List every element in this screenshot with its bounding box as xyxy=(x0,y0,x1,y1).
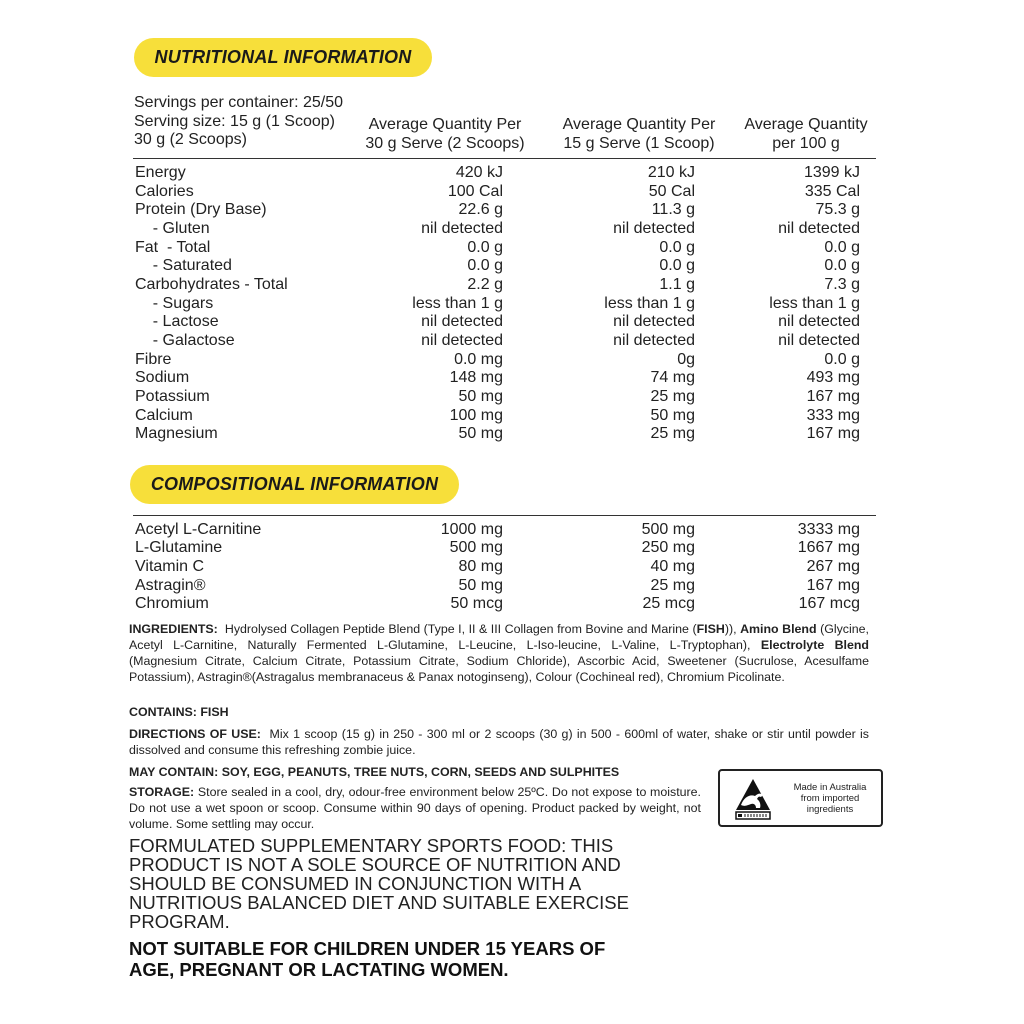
column-header-30g xyxy=(345,115,545,153)
ingredients-text-4: (Magnesium Citrate, Calcium Citrate, Potassium Citrate, Sodium Chloride), Ascorbic Acid, Sweetener (Sucrulose, Acesulfame Potassium), Astragin®(Astragalus membranaceus & Panax notoginseng), Colour (Cochineal red), Chromium Picolinate. xyxy=(129,654,869,684)
value-30g: 100 Cal xyxy=(447,183,503,200)
value-30g: 100 mg xyxy=(449,407,503,424)
nutrition-row xyxy=(0,369,1024,388)
column-header-15g-line1: Average Quantity Per xyxy=(562,116,716,133)
value-15g: nil detected xyxy=(613,220,695,237)
nutrient-label: - Saturated xyxy=(135,257,232,274)
value-15g: 250 mg xyxy=(641,539,695,556)
made-in-australia-badge xyxy=(718,769,883,827)
value-15g: 500 mg xyxy=(641,521,695,538)
servings-per-container: Servings per container: 25/50 xyxy=(134,94,344,111)
nutrient-label: Potassium xyxy=(135,388,210,405)
value-100g: nil detected xyxy=(778,332,860,349)
value-30g: nil detected xyxy=(421,313,503,330)
nutrition-row xyxy=(0,220,1024,239)
ingredients-fish: FISH xyxy=(696,622,725,636)
composition-row xyxy=(0,595,1024,614)
nutrition-row xyxy=(0,183,1024,202)
value-15g: 50 mg xyxy=(650,407,695,424)
nutrient-label: Fibre xyxy=(135,351,172,368)
nutrient-label: - Galactose xyxy=(135,332,235,349)
value-100g: 167 mg xyxy=(806,577,860,594)
value-30g: 50 mg xyxy=(458,577,503,594)
ingredients-electrolyte-blend: Electrolyte Blend xyxy=(760,638,870,652)
ingredient-label: L-Glutamine xyxy=(135,539,223,556)
value-30g: 50 mg xyxy=(458,425,503,442)
contains-statement: CONTAINS: FISH xyxy=(129,705,229,719)
value-30g: 0.0 mg xyxy=(454,351,503,368)
value-30g: nil detected xyxy=(421,332,503,349)
column-header-100g-line1: Average Quantity xyxy=(744,116,868,133)
value-15g: 25 mg xyxy=(650,425,695,442)
ingredients-amino-blend: Amino Blend xyxy=(740,622,817,636)
nutrient-label: Magnesium xyxy=(135,425,218,442)
badge-line-1: Made in Australia xyxy=(793,782,867,793)
value-100g: 493 mg xyxy=(806,369,860,386)
badge-text xyxy=(780,782,880,815)
value-30g: 50 mg xyxy=(458,388,503,405)
nutrient-label: - Lactose xyxy=(135,313,219,330)
value-15g: 25 mg xyxy=(650,577,695,594)
badge-line-2: from imported xyxy=(800,793,860,804)
nutrition-row xyxy=(0,276,1024,295)
value-15g: 0g xyxy=(677,351,695,368)
value-15g: nil detected xyxy=(613,332,695,349)
nutrient-label: Energy xyxy=(135,164,186,181)
nutrient-label: Fat - Total xyxy=(135,239,211,256)
value-100g: 0.0 g xyxy=(824,257,860,274)
storage-heading: STORAGE: xyxy=(129,785,195,799)
directions-paragraph xyxy=(129,726,869,758)
nutrition-table-rule xyxy=(133,158,876,159)
ingredient-label: Vitamin C xyxy=(135,558,205,575)
value-100g: nil detected xyxy=(778,220,860,237)
composition-row xyxy=(0,539,1024,558)
value-100g: 267 mg xyxy=(806,558,860,575)
value-15g: 0.0 g xyxy=(659,239,695,256)
nutrition-row xyxy=(0,425,1024,444)
nutrition-row xyxy=(0,407,1024,426)
ingredient-label: Astragin® xyxy=(135,577,206,594)
value-100g: 333 mg xyxy=(806,407,860,424)
storage-paragraph xyxy=(129,784,701,832)
nutrient-label: Carbohydrates - Total xyxy=(135,276,288,293)
value-100g: nil detected xyxy=(778,313,860,330)
badge-line-3: ingredients xyxy=(806,804,854,815)
nutrition-row xyxy=(0,239,1024,258)
value-30g: 1000 mg xyxy=(440,521,503,538)
value-30g: 420 kJ xyxy=(455,164,503,181)
composition-row xyxy=(0,558,1024,577)
column-header-30g-line1: Average Quantity Per xyxy=(368,116,522,133)
nutrient-label: Calcium xyxy=(135,407,193,424)
nutrition-row xyxy=(0,295,1024,314)
value-15g: 11.3 g xyxy=(651,201,695,218)
nutrient-label: Protein (Dry Base) xyxy=(135,201,267,218)
column-header-100g-line2: per 100 g xyxy=(772,135,840,152)
directions-heading: DIRECTIONS OF USE: xyxy=(129,727,261,741)
serving-size-line1: Serving size: 15 g (1 Scoop) xyxy=(134,113,335,130)
value-100g: 75.3 g xyxy=(815,201,860,218)
compositional-information-heading: COMPOSITIONAL INFORMATION xyxy=(130,465,459,504)
value-30g: less than 1 g xyxy=(412,295,503,312)
value-15g: 1.1 g xyxy=(659,276,695,293)
ingredients-heading: INGREDIENTS: xyxy=(129,622,218,636)
value-100g: 0.0 g xyxy=(824,239,860,256)
nutrition-row xyxy=(0,351,1024,370)
value-100g: 167 mg xyxy=(806,388,860,405)
ingredients-paragraph xyxy=(129,621,869,685)
value-15g: 25 mg xyxy=(650,388,695,405)
directions-text: Mix 1 scoop (15 g) in 250 - 300 ml or 2 scoops (30 g) in 500 - 600ml of water, shake or stir until powder is dissolved and consume this refreshing zombie juice. xyxy=(129,727,870,757)
may-contain-statement: MAY CONTAIN: SOY, EGG, PEANUTS, TREE NUTS, CORN, SEEDS AND SULPHITES xyxy=(129,765,620,779)
value-30g: 0.0 g xyxy=(467,239,503,256)
value-30g: 50 mcg xyxy=(450,595,503,612)
column-header-100g xyxy=(726,115,886,153)
value-30g: 148 mg xyxy=(449,369,503,386)
nutrition-row xyxy=(0,313,1024,332)
nutrient-label: - Sugars xyxy=(135,295,214,312)
composition-table-rule xyxy=(133,515,876,516)
value-15g: less than 1 g xyxy=(604,295,695,312)
composition-row xyxy=(0,521,1024,540)
storage-text: Store sealed in a cool, dry, odour-free environment below 25ºC. Do not expose to moisture. Do not use a wet spoon or scoop. Consume within 90 days of opening. Product packed by weight, not volume. Some settling may occur. xyxy=(129,785,701,831)
nutrient-label: Calories xyxy=(135,183,194,200)
value-15g: 25 mcg xyxy=(642,595,695,612)
value-100g: 335 Cal xyxy=(804,183,860,200)
not-suitable-warning: NOT SUITABLE FOR CHILDREN UNDER 15 YEARS OF AGE, PREGNANT OR LACTATING WOMEN. xyxy=(129,938,606,980)
composition-row xyxy=(0,577,1024,596)
value-100g: 0.0 g xyxy=(824,351,860,368)
value-15g: 40 mg xyxy=(650,558,695,575)
nutrition-row xyxy=(0,257,1024,276)
value-100g: less than 1 g xyxy=(769,295,860,312)
value-30g: 22.6 g xyxy=(458,201,503,218)
ingredients-text-2: )), xyxy=(724,622,741,636)
nutrition-row xyxy=(0,164,1024,183)
value-30g: nil detected xyxy=(421,220,503,237)
value-100g: 1399 kJ xyxy=(803,164,860,181)
nutritional-information-heading: NUTRITIONAL INFORMATION xyxy=(134,38,432,77)
column-header-15g xyxy=(539,115,739,153)
nutrient-label: - Gluten xyxy=(135,220,210,237)
value-100g: 3333 mg xyxy=(797,521,860,538)
nutrition-row xyxy=(0,201,1024,220)
value-100g: 7.3 g xyxy=(824,276,860,293)
value-100g: 167 mg xyxy=(806,425,860,442)
ingredients-text-1: Hydrolysed Collagen Peptide Blend (Type I, II & III Collagen from Bovine and Marine ( xyxy=(224,622,697,636)
nutrient-label: Sodium xyxy=(135,369,190,386)
column-header-30g-line2: 30 g Serve (2 Scoops) xyxy=(365,135,525,152)
value-30g: 2.2 g xyxy=(467,276,503,293)
value-100g: 167 mcg xyxy=(798,595,860,612)
value-100g: 1667 mg xyxy=(797,539,860,556)
ingredient-label: Acetyl L-Carnitine xyxy=(135,521,262,538)
ingredients-text-3: (Glycine, Acetyl L-Carnitine, Naturally Fermented L-Glutamine, L-Leucine, L-Iso-leucine, L-Valine, L-Tryptophan), xyxy=(129,622,869,652)
value-15g: 50 Cal xyxy=(648,183,695,200)
value-30g: 0.0 g xyxy=(467,257,503,274)
australia-kangaroo-logo-icon xyxy=(734,777,772,821)
value-15g: nil detected xyxy=(613,313,695,330)
ingredient-label: Chromium xyxy=(135,595,209,612)
value-30g: 80 mg xyxy=(458,558,503,575)
nutrition-row xyxy=(0,332,1024,351)
column-header-15g-line2: 15 g Serve (1 Scoop) xyxy=(563,135,715,152)
nutrition-row xyxy=(0,388,1024,407)
value-15g: 0.0 g xyxy=(659,257,695,274)
serving-size-line2: 30 g (2 Scoops) xyxy=(134,131,247,148)
value-15g: 210 kJ xyxy=(647,164,695,181)
value-15g: 74 mg xyxy=(650,369,695,386)
formulated-food-warning: FORMULATED SUPPLEMENTARY SPORTS FOOD: THIS PRODUCT IS NOT A SOLE SOURCE OF NUTRITION AND SHOULD BE CONSUMED IN CONJUNCTION WITH A NUTRITIOUS BALANCED DIET AND SUITABLE EXERCISE PROGRAM. xyxy=(129,835,629,932)
value-30g: 500 mg xyxy=(449,539,503,556)
